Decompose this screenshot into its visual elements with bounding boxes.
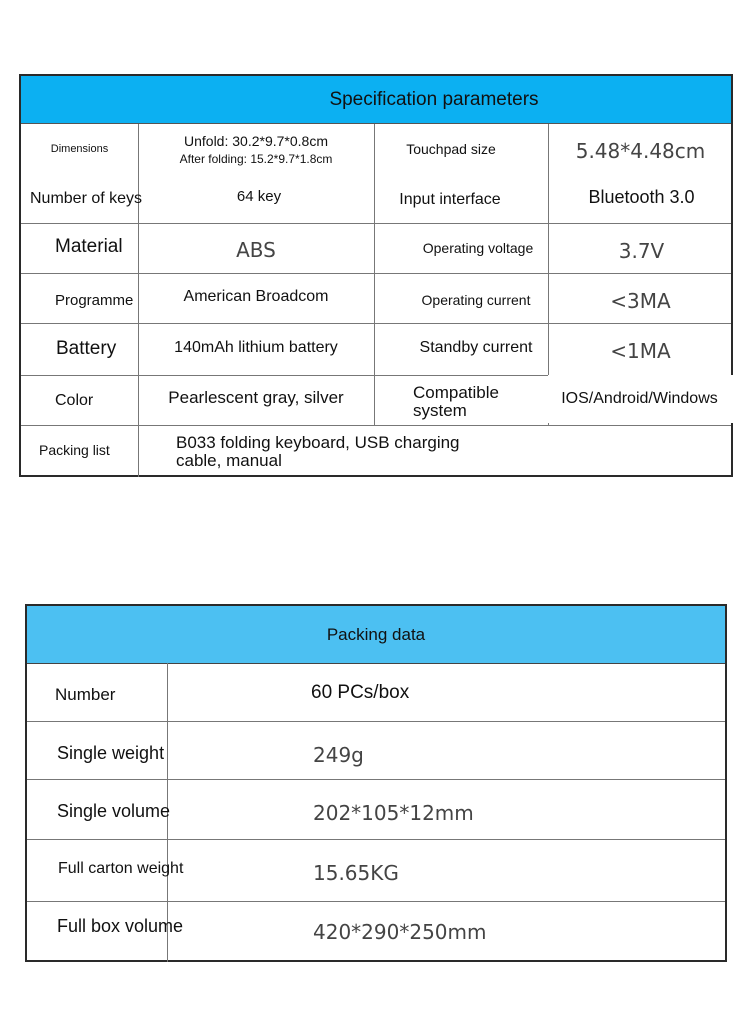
spec-table-header (21, 76, 731, 124)
dimensions-value (138, 124, 374, 174)
packing-row-label: Full box volume (57, 915, 184, 936)
color-value: Pearlescent gray, silver (168, 388, 344, 407)
dimensions-unfold: Unfold: 30.2*9.7*0.8cm (184, 132, 328, 149)
specification-table (19, 74, 733, 477)
packing-row-label: Single weight (57, 742, 165, 763)
interface-value: Bluetooth 3.0 (588, 186, 695, 207)
packing-row-label: Number (55, 685, 116, 704)
keys-label: Number of keys (30, 190, 143, 207)
color-label: Color (55, 392, 94, 409)
packing-data-table (25, 604, 727, 962)
current-label: Operating current (421, 292, 531, 308)
touchpad-label: Touchpad size (406, 141, 496, 157)
packing-list-value: B033 folding keyboard, USB charging cable, manual (176, 433, 460, 470)
standby-label: Standby current (419, 339, 533, 356)
material-value: ABS (236, 238, 276, 262)
keys-value: 64 key (236, 187, 282, 205)
battery-value: 140mAh lithium battery (174, 339, 338, 356)
packing-row-value: 15.65KG (313, 861, 399, 885)
packing-row-label: Single volume (57, 800, 171, 821)
battery-label: Battery (56, 338, 117, 359)
packing-row-value: 249g (313, 743, 364, 767)
interface-label: Input interface (399, 191, 501, 208)
dimensions-folded: After folding: 15.2*9.7*1.8cm (179, 151, 333, 166)
packing-list-label: Packing list (39, 442, 110, 458)
standby-value: <1MA (610, 339, 671, 363)
packing-row-value: 420*290*250mm (313, 920, 487, 944)
packing-table-header (27, 606, 725, 664)
voltage-label: Operating voltage (422, 240, 534, 256)
programme-value: American Broadcom (183, 288, 329, 305)
programme-label: Programme (55, 291, 134, 309)
packing-row-value: 60 PCs/box (311, 682, 410, 703)
compatible-value: IOS/Android/Windows (548, 375, 733, 423)
packing-row-label: Full carton weight (58, 860, 184, 877)
spec-table-title: Specification parameters (329, 88, 539, 110)
material-label: Material (55, 236, 123, 257)
packing-row-value: 202*105*12mm (313, 801, 474, 825)
dimensions-label: Dimensions (50, 143, 109, 155)
compatible-label: Compatible system (413, 383, 499, 420)
current-value: <3MA (610, 289, 671, 313)
voltage-value: 3.7V (618, 239, 665, 263)
packing-table-title: Packing data (326, 624, 426, 644)
touchpad-value: 5.48*4.48cm (575, 139, 706, 163)
